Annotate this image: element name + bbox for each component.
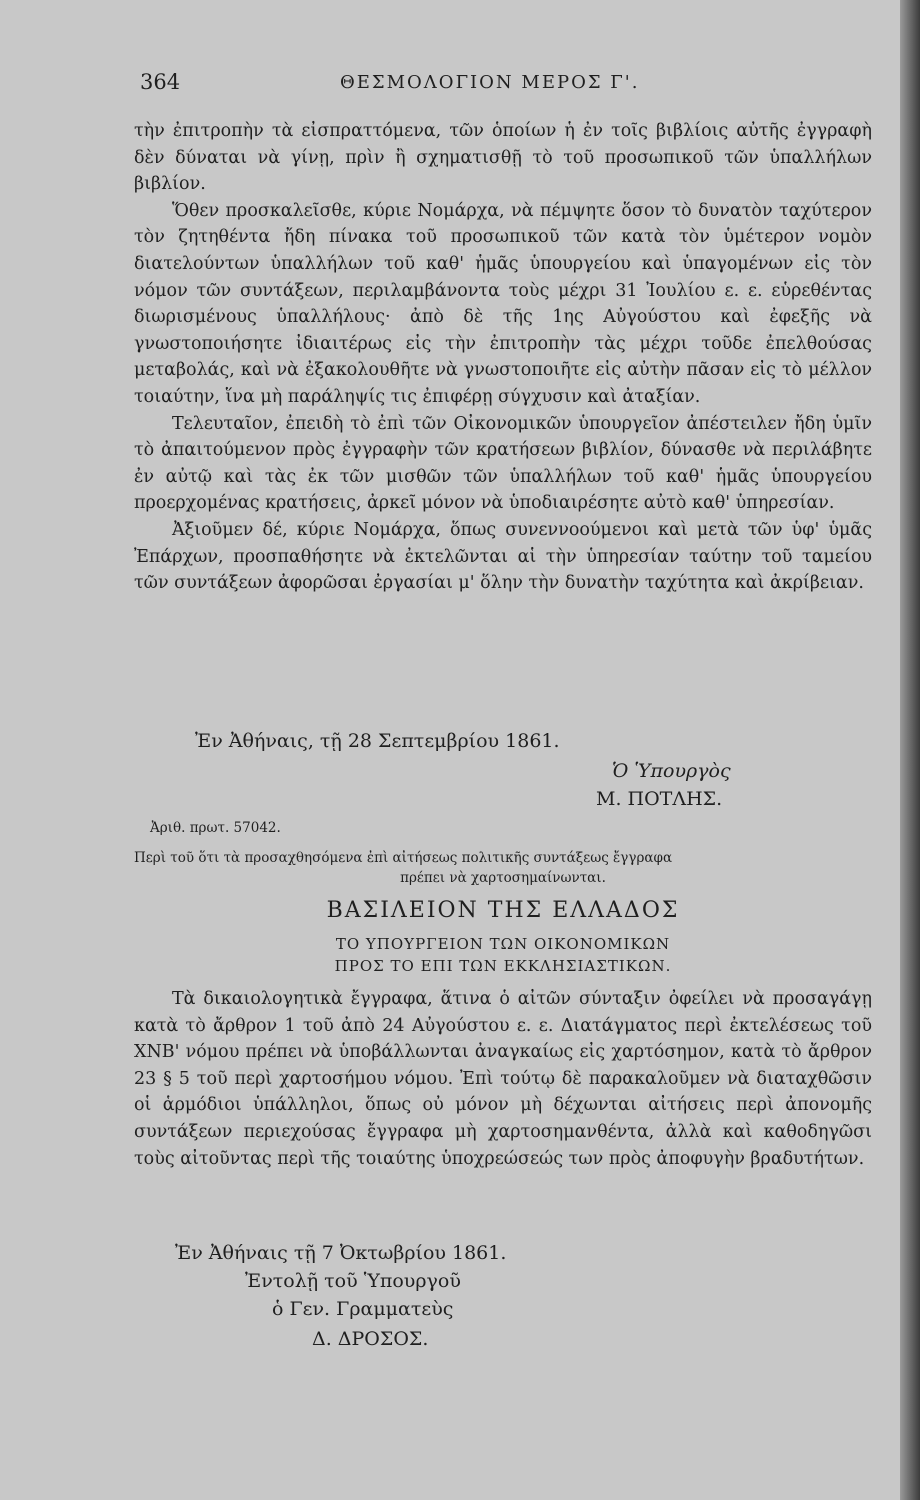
page-header <box>140 70 880 100</box>
subject-line: πρέπει νὰ χαρτοσημαίνωνται. <box>400 870 606 886</box>
dateline: Ἐν Ἀθήναις, τῇ 28 Σεπτεμβρίου 1861. <box>195 730 560 752</box>
running-title: ΘΕΣΜΟΛΟΓΙΟΝ ΜΕΡΟΣ Γ'. <box>340 72 640 93</box>
signatory-title: Ὁ Ὑπουργὸς <box>612 760 731 782</box>
page-number: 364 <box>140 70 181 94</box>
paragraph: τὴν ἐπιτροπὴν τὰ εἰσπραττόμενα, τῶν ὁποίων ἡ ἐν τοῖς βιβλίοις αὐτῆς ἐγγραφὴ δὲν δύναται νὰ γίνῃ, πρὶν ἢ σχηματισθῇ τὸ τοῦ προσωπικοῦ τῶν ὑπαλλήλων βιβλίον. <box>134 121 872 195</box>
document-subheading: ΠΡΟΣ ΤΟ ΕΠΙ ΤΩΝ ΕΚΚΛΗΣΙΑΣΤΙΚΩΝ. <box>334 957 672 975</box>
signatory-name: Μ. ΠΟΤΛΗΣ. <box>596 788 723 810</box>
subject-line: Περὶ τοῦ ὅτι τὰ προσαχθησόμενα ἐπὶ αἰτήσεως πολιτικῆς συντάξεως ἔγγραφα <box>134 850 673 866</box>
circular-1-body <box>134 118 872 597</box>
paragraph: Τελευταῖον, ἐπειδὴ τὸ ἐπὶ τῶν Οἰκονομικῶν ὑπουργεῖον ἀπέστειλεν ἤδη ὑμῖν τὸ ἀπαιτούμενον πρὸς ἐγγραφὴν τῶν κρατήσεων βιβλίον, δύνασθε νὰ περιλάβητε ἐν αὐτῷ καὶ τὰς ἐκ τῶν μισθῶν τῶν ὑπαλλήλων τοῦ καθ' ἡμᾶς ὑπουργείου προερχομένας κρατήσεις, ἀρκεῖ μόνον νὰ ὑποδιαιρέσητε αὐτὸ καθ' ὑπηρεσίαν. <box>134 413 872 514</box>
order-line: Ἐντολῇ τοῦ Ὑπουργοῦ <box>245 1270 461 1292</box>
signatory-name: Δ. ΔΡΟΣΟΣ. <box>312 1328 429 1350</box>
paragraph: Ἀξιοῦμεν δέ, κύριε Νομάρχα, ὅπως συνεννοούμενοι καὶ μετὰ τῶν ὑφ' ὑμᾶς Ἐπάρχων, προσπαθήσητε νὰ ἐκτελῶνται αἱ τὴν ὑπηρεσίαν ταύτην τοῦ ταμείου τῶν συντάξεων ἀφορῶσαι ἐργασίαι μ' ὅλην τὴν δυνατὴν ταχύτητα καὶ ἀκρίβειαν. <box>134 519 872 594</box>
protocol-number: Ἀριθ. πρωτ. 57042. <box>150 820 281 836</box>
page-edge-shadow <box>900 0 920 1500</box>
paragraph: Τὰ δικαιολογητικὰ ἔγγραφα, ἅτινα ὁ αἰτῶν σύνταξιν ὀφείλει νὰ προσαγάγῃ κατὰ τὸ ἄρθρον 1 τοῦ ἀπὸ 24 Αὐγούστου ε. ε. Διατάγματος περὶ ἐκτελέσεως τοῦ ΧΝΒ' νόμου πρέπει νὰ ὑποβάλλωνται ἀναγκαίως εἰς χαρτόσημον, κατὰ τὸ ἄρθρον 23 § 5 τοῦ περὶ χαρτοσήμου νόμου. Ἐπὶ τούτῳ δὲ παρακαλοῦμεν νὰ διαταχθῶσιν οἱ ἁρμόδιοι ὑπάλληλοι, ὅπως οὐ μόνον μὴ δέχωνται αἰτήσεις περὶ ἀπονομῆς συντάξεων περιεχούσας ἔγγραφα μὴ χαρτοσημανθέντα, ἀλλὰ καὶ καθοδηγῶσι τοὺς αἰτοῦντας περὶ τῆς τοιαύτης ὑποχρεώσεώς των πρὸς ἀποφυγὴν βραδυτήτων. <box>134 989 872 1169</box>
document-heading: ΒΑΣΙΛΕΙΟΝ ΤΗΣ ΕΛΛΑΔΟΣ <box>326 898 680 923</box>
document-subheading: ΤΟ ΥΠΟΥΡΓΕΙΟΝ ΤΩΝ ΟΙΚΟΝΟΜΙΚΩΝ <box>335 935 671 953</box>
dateline: Ἐν Ἀθήναις τῇ 7 Ὀκτωβρίου 1861. <box>175 1242 507 1264</box>
circular-2-body <box>134 986 872 1172</box>
secretary-line: ὁ Γεν. Γραμματεὺς <box>272 1298 454 1320</box>
paragraph: Ὅθεν προσκαλεῖσθε, κύριε Νομάρχα, νὰ πέμψητε ὅσον τὸ δυνατὸν ταχύτερον τὸν ζητηθέντα ἤδη πίνακα τοῦ προσωπικοῦ τῶν κατὰ τὸν ὑμέτερον νομὸν διατελούντων ὑπαλλήλων τοῦ καθ' ἡμᾶς ὑπουργείου καὶ ὑπαγομένων εἰς τὸν νόμον τῶν συντάξεων, περιλαμβάνοντα τοὺς μέχρι 31 Ἰουλίου ε. ε. εὑρεθέντας διωρισμένους ὑπαλλήλους· ἀπὸ δὲ τῆς 1ης Αὐγούστου καὶ ἐφεξῆς νὰ γνωστοποιήσητε ἰδιαιτέρως εἰς τὴν ἐπιτροπὴν τὰς μέχρι τοῦδε ἐπελθούσας μεταβολάς, καὶ νὰ ἐξακολουθῆτε νὰ γνωστοποιῆτε εἰς αὐτὴν πᾶσαν εἰς τὸ μέλλον τοιαύτην, ἵνα μὴ παράληψίς τις ἐπιφέρῃ σύγχυσιν καὶ ἀταξίαν. <box>134 200 872 407</box>
